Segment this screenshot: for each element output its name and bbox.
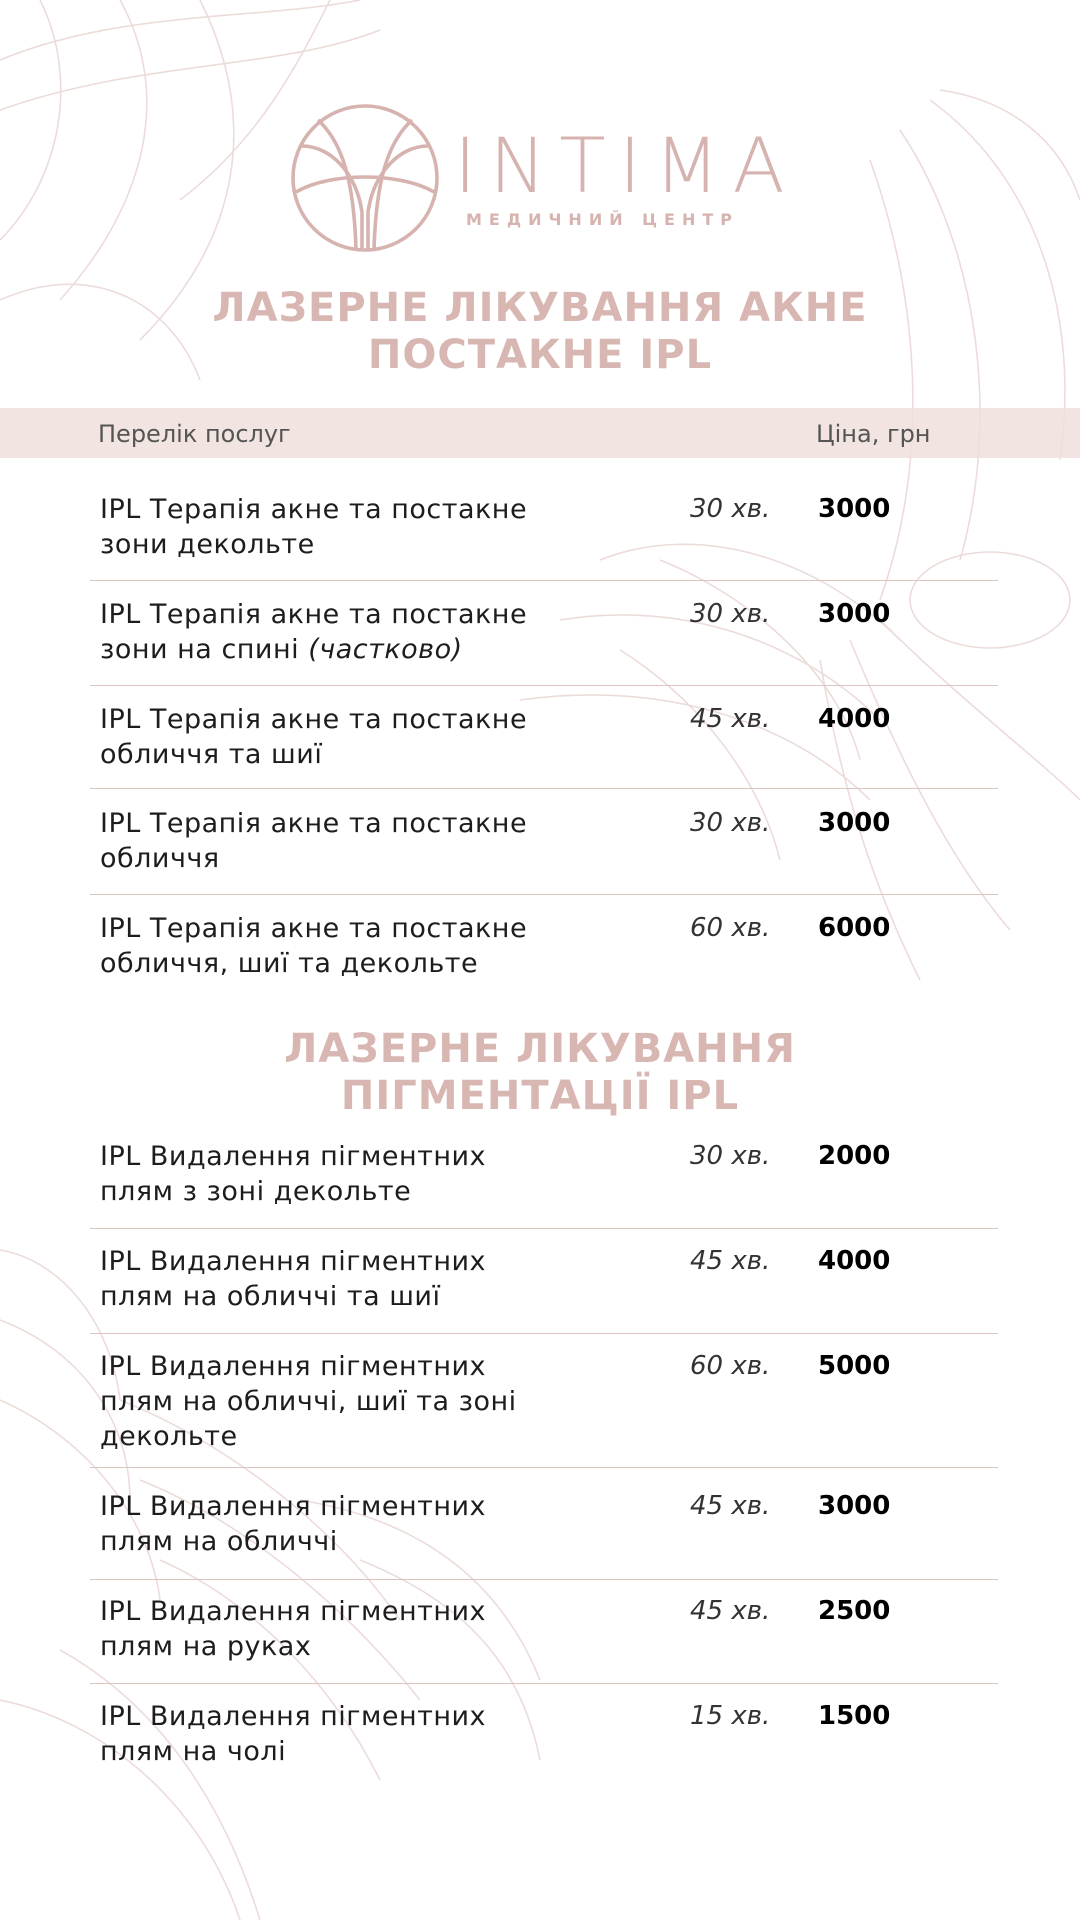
- service-duration: 45 хв.: [690, 1491, 771, 1521]
- service-duration: 60 хв.: [690, 1351, 771, 1381]
- service-price: 3000: [818, 1491, 891, 1521]
- service-price: 2000: [818, 1141, 891, 1171]
- service-duration: 30 хв.: [690, 494, 771, 524]
- service-duration: 30 хв.: [690, 1141, 771, 1171]
- service-name: IPL Видалення пігментних плям на руках: [100, 1596, 487, 1662]
- list-item: [90, 1244, 998, 1334]
- list-item: [90, 1699, 998, 1788]
- brand-tagline: МЕДИЧНИЙ ЦЕНТР: [466, 210, 739, 229]
- list-item: [90, 806, 998, 895]
- service-price: 4000: [818, 704, 891, 734]
- service-duration: 30 хв.: [690, 599, 771, 629]
- brand-name: INTIMA: [454, 121, 798, 210]
- service-duration: 45 хв.: [690, 1246, 771, 1276]
- column-header-price: Ціна, грн: [816, 420, 931, 448]
- service-duration: 45 хв.: [690, 704, 771, 734]
- list-item: [90, 1594, 998, 1684]
- list-item: [90, 1489, 998, 1580]
- section-title-pigmentation: [0, 1026, 1080, 1120]
- list-item: [90, 911, 998, 999]
- brand-logo: [290, 102, 800, 262]
- service-name: IPL Терапія акне та постакне обличчя та шиї: [100, 704, 528, 770]
- service-price: 4000: [818, 1246, 891, 1276]
- service-name: IPL Видалення пігментних плям на чолі: [100, 1701, 487, 1767]
- service-price: 1500: [818, 1701, 891, 1731]
- service-name: IPL Терапія акне та постакне зони на спині (частково): [100, 599, 528, 665]
- service-price: 3000: [818, 808, 891, 838]
- service-duration: 60 хв.: [690, 913, 771, 943]
- service-name: IPL Видалення пігментних плям на обличчі та шиї: [100, 1246, 487, 1312]
- service-name: IPL Терапія акне та постакне обличчя: [100, 808, 528, 874]
- service-name: IPL Терапія акне та постакне обличчя, шиї та декольте: [100, 913, 528, 979]
- section-title-line: ЛАЗЕРНЕ ЛІКУВАННЯ АКНЕ: [212, 285, 868, 331]
- section-title-line: ПІГМЕНТАЦІЇ IPL: [340, 1073, 740, 1119]
- service-name: IPL Видалення пігментних плям з зоні декольте: [100, 1141, 487, 1207]
- section-title-line: ЛАЗЕРНЕ ЛІКУВАННЯ: [284, 1026, 796, 1072]
- service-price: 2500: [818, 1596, 891, 1626]
- section-title-line: ПОСТАКНЕ IPL: [367, 332, 713, 378]
- list-item: [90, 492, 998, 581]
- service-name: IPL Терапія акне та постакне зони декольте: [100, 494, 528, 560]
- service-name: IPL Видалення пігментних плям на обличчі: [100, 1491, 487, 1557]
- list-item: [90, 1349, 998, 1468]
- service-duration: 30 хв.: [690, 808, 771, 838]
- list-item: [90, 597, 998, 686]
- intima-logo-emblem-icon: [290, 102, 440, 254]
- list-item: [90, 702, 998, 789]
- service-duration: 45 хв.: [690, 1596, 771, 1626]
- table-header: [0, 408, 1080, 458]
- service-duration: 15 хв.: [690, 1701, 771, 1731]
- service-note: (частково): [308, 634, 463, 665]
- service-price: 3000: [818, 599, 891, 629]
- service-price: 5000: [818, 1351, 891, 1381]
- service-name: IPL Видалення пігментних плям на обличчі, шиї та зоні декольте: [100, 1351, 517, 1452]
- service-price: 6000: [818, 913, 891, 943]
- section-title-acne: [0, 285, 1080, 379]
- column-header-services: Перелік послуг: [98, 420, 291, 448]
- service-price: 3000: [818, 494, 891, 524]
- list-item: [90, 1139, 998, 1229]
